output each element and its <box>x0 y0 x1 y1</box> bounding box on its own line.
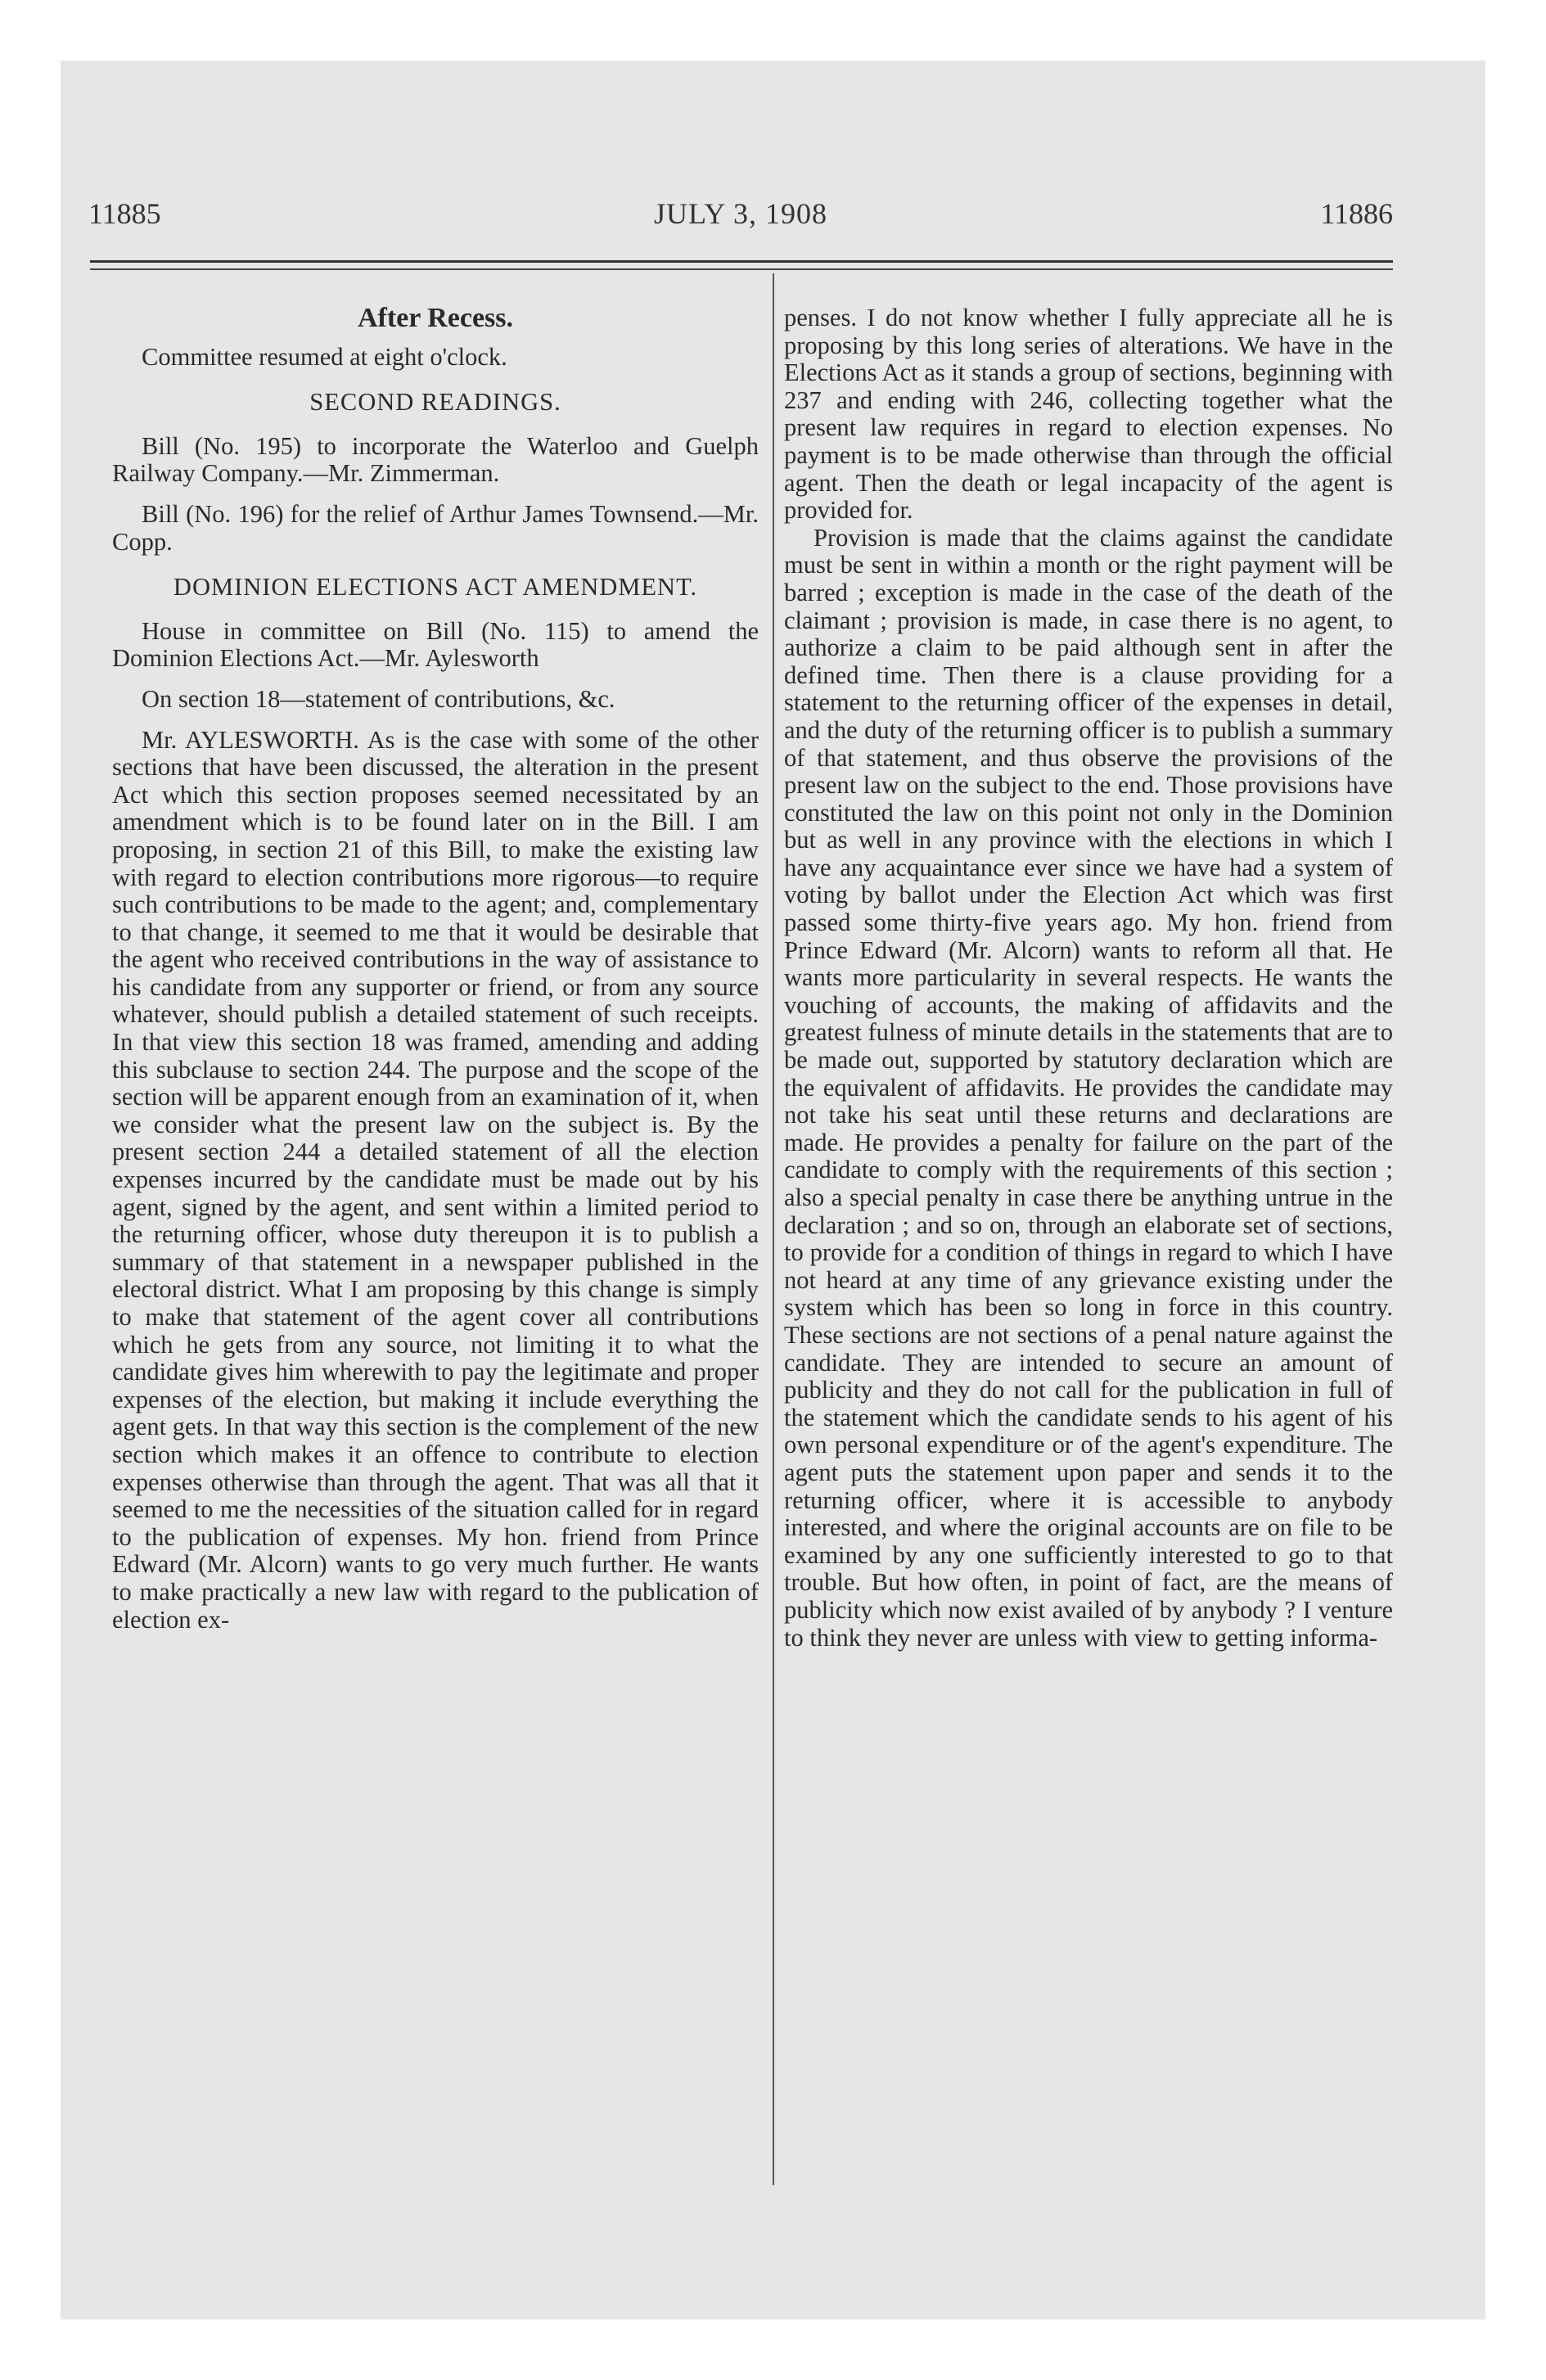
left-column <box>112 304 759 1634</box>
on-section-paragraph: On section 18—statement of contributions, &c. <box>142 684 615 713</box>
column-divider <box>773 273 774 2185</box>
header-rule-bottom <box>90 268 1393 270</box>
page-header <box>88 196 1393 246</box>
provision-paragraph: Provision is made that the claims against the candidate must be sent in within a month or the right payment will be barred ; exception is made in the case of the death of the claimant ; provision is made, in case there is no agent, to authorize a claim to be paid although sent in after the defined time. Then there is a clause providing for a statement to the returning officer of the expenses in detail, and the duty of the returning officer is to publish a summary of that statement, and thus observe the provisions of the present law on the subject to the end. Those provisions have constituted the law on this point not only in the Dominion but as well in any province with the elections in which I have any acquaintance ever since we have had a system of voting by ballot under the Election Act which was first passed some thirty-five years ago. My hon. friend from Prince Edward (Mr. Alcorn) wants to reform all that. He wants more particularity in several respects. He wants the vouching of accounts, the making of affidavits and the greatest fulness of minute details in the statements that are to be made out, supported by statutory declaration which are the equivalent of affidavits. He provides the candidate may not take his seat until these returns and declarations are made. He provides a penalty for failure on the part of the candidate to comply with the requirements of this section ; also a special penalty in case there be anything untrue in the declaration ; and so on, through an elaborate set of sections, to provide for a condition of things in regard to which I have not heard at any time of any grievance existing under the system which has been so long in force in this country. These sections are not sections of a penal nature against the candidate. They are intended to secure an amount of publicity and they do not call for the publication in full of the statement which the candidate sends to his agent of his own personal expenditure or of the agent's expenditure. The agent puts the statement upon paper and sends it to the returning officer, where it is accessible to anybody interested, and where the original accounts are on file to be examined by any one sufficiently interested to go to that trouble. But how often, in point of fact, are the means of publicity which now exist availed of by anybody ? I venture to think they never are unless with view to getting informa- <box>784 523 1393 1652</box>
right-column <box>784 304 1393 1652</box>
continuation-paragraph: penses. I do not know whether I fully appreciate all he is proposing by this long series of alterations. We have in the Elections Act as it stands a group of sections, beginning with 237 and ending with 246, collecting together what the present law requires in regard to election expenses. No payment is to be made otherwise than through the official agent. Then the death or legal incapacity of the agent is provided for. <box>784 304 1393 525</box>
aylesworth-speech: Mr. AYLESWORTH. As is the case with some of the other sections that have been discussed, the alteration in the present Act which this section proposes seemed necessitated by an amendment which is to be found later on in the Bill. I am proposing, in section 21 of this Bill, to make the existing law with regard to election contributions more rigorous—to require such contributions to be made to the agent; and, complementary to that change, it seemed to me that it would be desirable that the agent who received contributions in the way of assistance to his candidate from any supporter or friend, or from any source whatever, should publish a detailed statement of such receipts. In that view this section 18 was framed, amending and adding this subclause to section 244. The purpose and the scope of the section will be apparent enough from an examination of it, when we consider what the present law on the subject is. By the present section 244 a detailed statement of all the election expenses incurred by the candidate must be made out by his agent, signed by the agent, and sent within a limited period to the returning officer, whose duty thereupon it is to publish a summary of that statement in a newspaper published in the electoral district. What I am proposing by this change is simply to make that statement of the agent cover all contributions which he gets from any source, not limiting it to what the candidate gives him wherewith to pay the legitimate and proper expenses of the election, but making it include everything the agent gets. In that way this section is the complement of the new section which makes it an offence to contribute to election expenses otherwise than through the agent. That was all that it seemed to me the necessities of the situation called for in regard to the publication of expenses. My hon. friend from Prince Edward (Mr. Alcorn) wants to go very much further. He wants to make practically a new law with regard to the publication of election ex- <box>112 725 759 1634</box>
committee-resumed-text: Committee resumed at eight o'clock. <box>142 342 507 371</box>
header-rule-top <box>90 260 1393 263</box>
heading-dominion-elections: DOMINION ELECTIONS ACT AMENDMENT. <box>173 573 698 602</box>
page-number-right: 11886 <box>1320 197 1393 230</box>
bill-196-paragraph: Bill (No. 196) for the relief of Arthur James Townsend.—Mr. Copp. <box>112 499 759 556</box>
house-committee-paragraph: House in committee on Bill (No. 115) to amend the Dominion Elections Act.—Mr. Aylesworth <box>112 616 759 673</box>
page-number-left: 11885 <box>88 197 161 230</box>
heading-after-recess: After Recess. <box>357 303 514 333</box>
page-date: JULY 3, 1908 <box>653 197 828 230</box>
heading-second-readings: SECOND READINGS. <box>309 388 561 417</box>
bill-195-paragraph: Bill (No. 195) to incorporate the Waterloo and Guelph Railway Company.—Mr. Zimmerman. <box>112 431 759 488</box>
